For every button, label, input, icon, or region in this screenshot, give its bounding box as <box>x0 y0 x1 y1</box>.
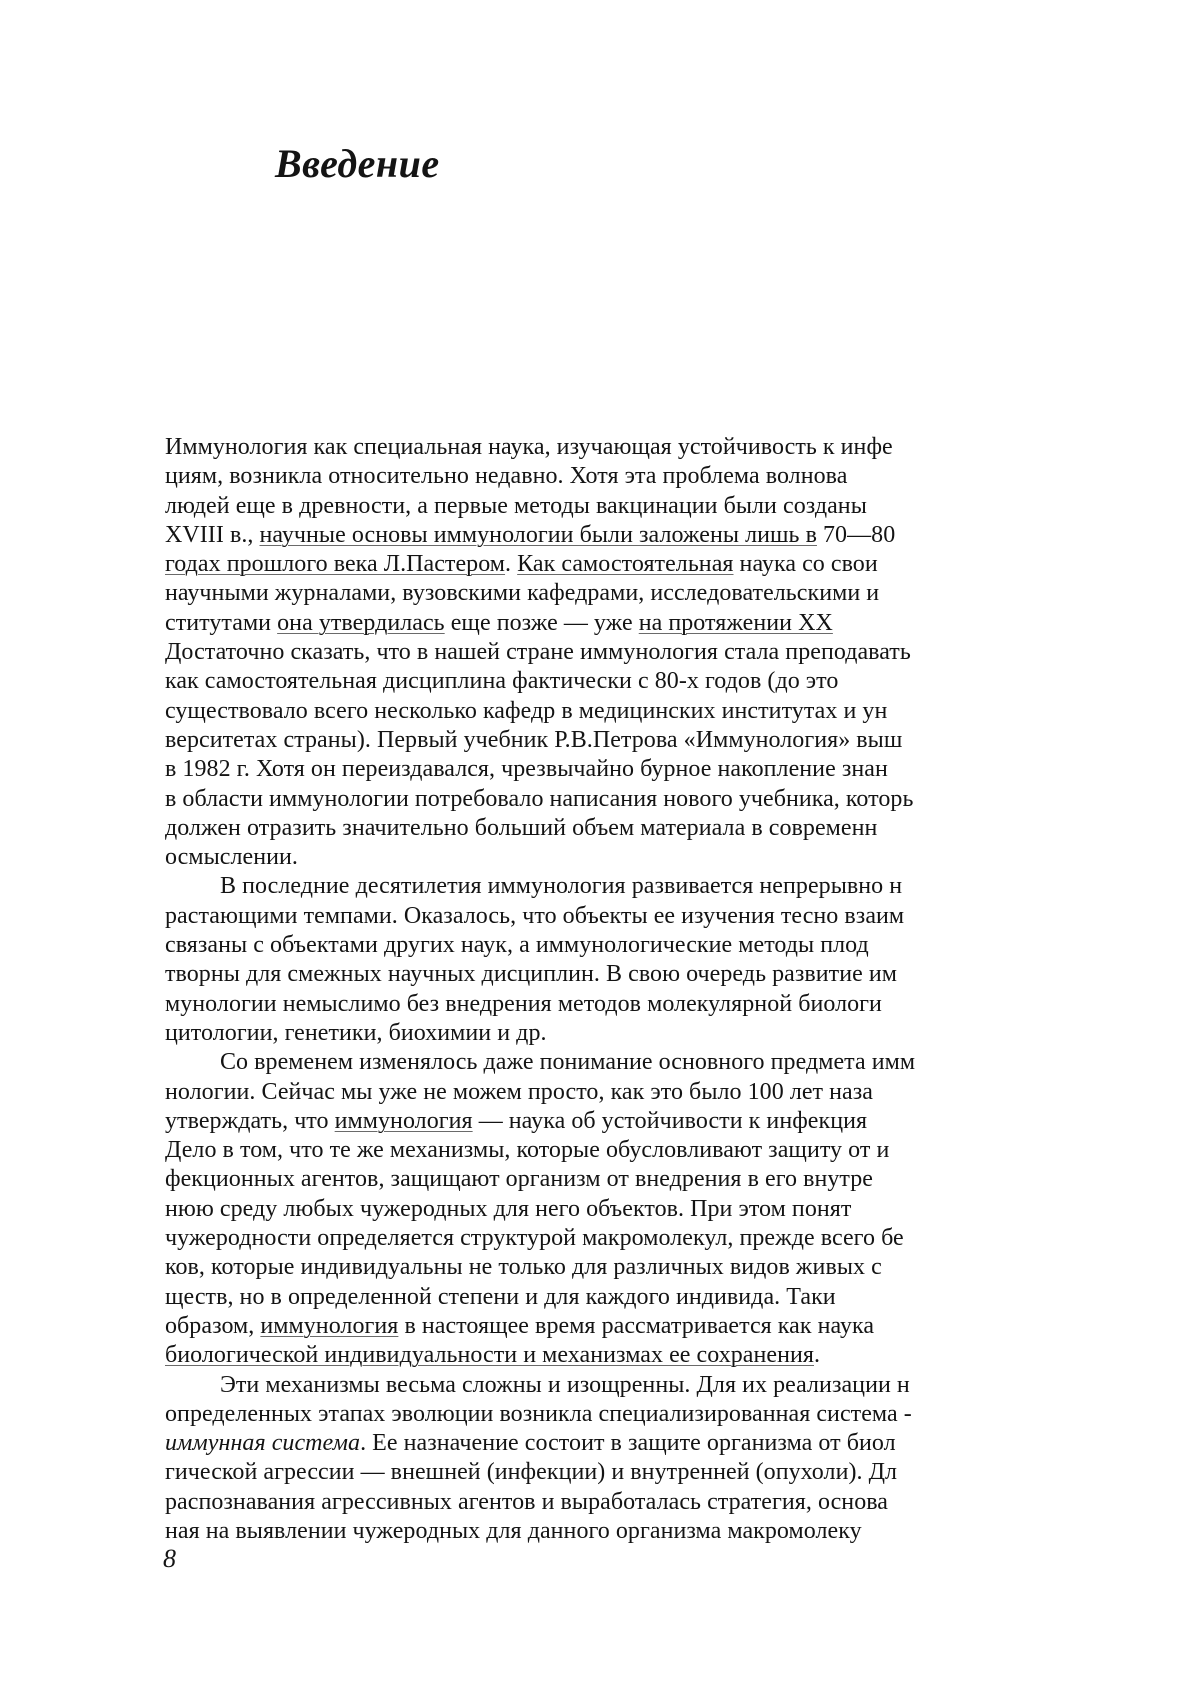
underlined-phrase: биологической индивидуальности и механизмах ее сохранения <box>165 1342 814 1369</box>
paragraph-2 <box>165 872 1200 1048</box>
text-line: ков, которые индивидуальны не только для различных видов живых с <box>165 1254 882 1281</box>
underlined-phrase: иммунология <box>334 1107 473 1134</box>
paragraph-4 <box>165 1371 1200 1547</box>
chapter-title: Введение <box>275 141 440 186</box>
underlined-phrase: Как самостоятельная <box>517 551 734 578</box>
text-line: Со временем изменялось даже понимание основного предмета имм <box>220 1049 916 1076</box>
text-line: научными журналами, вузовскими кафедрами, исследовательскими и <box>165 580 880 607</box>
text-line: Дело в том, что те же механизмы, которые обусловливают защиту от и <box>165 1137 890 1164</box>
text-line: людей еще в древности, а первые методы вакцинации были созданы <box>165 492 867 519</box>
paragraph-3 <box>165 1048 1200 1370</box>
text-line: образом, иммунология в настоящее время рассматривается как наука <box>165 1312 875 1339</box>
text-line: распознавания агрессивных агентов и выработалась стратегия, основа <box>165 1488 889 1515</box>
underlined-phrase: годах прошлого века Л.Пастером <box>165 551 506 578</box>
text-line: циям, возникла относительно недавно. Хотя эта проблема волнова <box>165 463 848 490</box>
text-line: утверждать, что иммунология — наука об устойчивости к инфекция <box>165 1107 868 1134</box>
text-line: верситетах страны). Первый учебник Р.В.Петрова «Иммунология» выш <box>165 726 903 753</box>
text-line: творны для смежных научных дисциплин. В свою очередь развитие им <box>165 961 897 988</box>
text-line: гической агрессии — внешней (инфекции) и внутренней (опухоли). Дл <box>165 1459 898 1486</box>
underlined-phrase: иммунология <box>260 1312 399 1339</box>
text-line: Достаточно сказать, что в нашей стране иммунология стала преподавать <box>165 639 911 666</box>
text-line: годах прошлого века Л.Пастером. Как самостоятельная наука со свои <box>165 551 878 578</box>
text-line: Иммунология как специальная наука, изучающая устойчивость к инфе <box>165 434 893 460</box>
underlined-phrase: она утвердилась <box>277 609 445 636</box>
text-line: в области иммунологии потребовало написания нового учебника, которь <box>165 785 914 812</box>
text-line: Эти механизмы весьма сложны и изощренны. Для их реализации н <box>220 1371 910 1398</box>
text-line: нюю среду любых чужеродных для него объектов. При этом понят <box>165 1195 852 1222</box>
text-line: ститутами она утвердилась еще позже — уже на протяжении XX <box>165 609 833 636</box>
text-line: связаны с объектами других наук, а иммунологические методы плод <box>165 932 869 959</box>
text-line: биологической индивидуальности и механизмах ее сохранения. <box>165 1342 821 1369</box>
text-line: ная на выявлении чужеродных для данного организма макромолеку <box>165 1517 862 1544</box>
text-line: осмыслении. <box>165 844 298 871</box>
underlined-phrase: на протяжении XX <box>638 609 833 636</box>
text-line: цитологии, генетики, биохимии и др. <box>165 1019 547 1046</box>
text-line: XVIII в., научные основы иммунологии были заложены лишь в 70—80 <box>165 521 896 548</box>
text-line: мунологии немыслимо без внедрения методов молекулярной биологи <box>165 990 882 1017</box>
italic-term: иммунная система <box>165 1430 361 1457</box>
text-line: чужеродности определяется структурой макромолекул, прежде всего бе <box>165 1225 904 1252</box>
text-line: растающими темпами. Оказалось, что объекты ее изучения тесно взаим <box>165 902 905 929</box>
text-line: нологии. Сейчас мы уже не можем просто, как это было 100 лет наза <box>165 1078 873 1105</box>
text-line: как самостоятельная дисциплина фактически с 80-х годов (до это <box>165 668 839 695</box>
text-line: В последние десятилетия иммунология развивается непрерывно н <box>220 873 903 900</box>
underlined-phrase: научные основы иммунологии были заложены лишь в <box>259 521 817 548</box>
paragraph-1 <box>165 433 1200 872</box>
text-line: фекционных агентов, защищают организм от внедрения в его внутре <box>165 1166 874 1193</box>
text-line: должен отразить значительно больший объем материала в современн <box>165 814 878 841</box>
text-line: ществ, но в определенной степени и для каждого индивида. Таки <box>165 1283 836 1310</box>
text-line: иммунная система. Ее назначение состоит в защите организма от биол <box>165 1430 896 1457</box>
text-line: определенных этапах эволюции возникла специализированная система - <box>165 1400 912 1427</box>
body-text <box>165 433 1200 1546</box>
text-line: существовало всего несколько кафедр в медицинских институтах и ун <box>165 697 888 724</box>
text-line: в 1982 г. Хотя он переиздавался, чрезвычайно бурное накопление знан <box>165 756 888 783</box>
page-number: 8 <box>163 1544 176 1573</box>
